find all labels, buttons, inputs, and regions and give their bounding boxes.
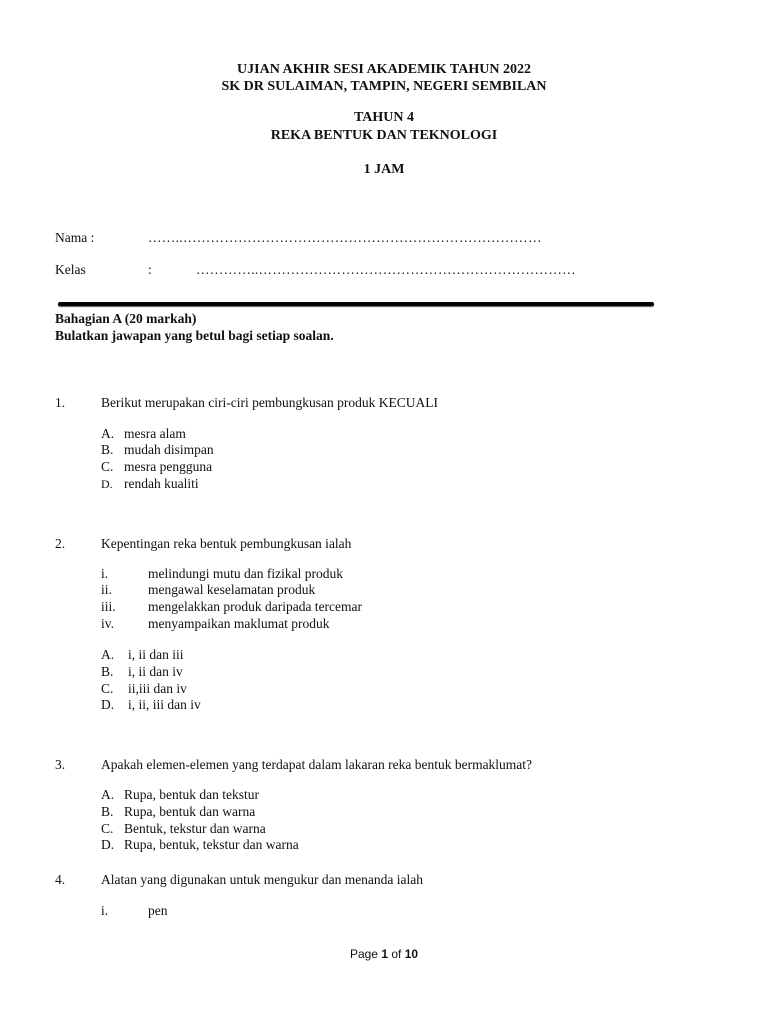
option-c[interactable]: Bentuk, tekstur dan warna bbox=[124, 821, 266, 836]
option-letter: B. bbox=[101, 664, 114, 679]
statement-item: mengelakkan produk daripada tercemar bbox=[148, 599, 363, 614]
option-d[interactable]: i, ii, iii dan iv bbox=[128, 697, 201, 712]
option-d[interactable]: Rupa, bentuk, tekstur dan warna bbox=[124, 837, 299, 852]
question-text: Berikut merupakan ciri-ciri pembungkusan produk KECUALI bbox=[101, 395, 439, 410]
option-letter: B. bbox=[101, 442, 114, 457]
section-title: Bahagian A (20 markah) bbox=[55, 311, 197, 326]
option-letter: A. bbox=[101, 426, 115, 441]
option-c[interactable]: ii,iii dan iv bbox=[128, 681, 187, 696]
question-text: Apakah elemen-elemen yang terdapat dalam lakaran reka bentuk bermaklumat? bbox=[101, 757, 533, 772]
page-total: 10 bbox=[404, 947, 419, 961]
option-d[interactable]: rendah kualiti bbox=[124, 476, 199, 491]
page-of: of bbox=[388, 947, 405, 961]
option-b[interactable]: mudah disimpan bbox=[124, 442, 214, 457]
question-text: Kepentingan reka bentuk pembungkusan ialah bbox=[101, 536, 352, 551]
page-footer bbox=[0, 947, 768, 961]
option-letter: A. bbox=[101, 647, 115, 662]
question-number: 4. bbox=[55, 872, 66, 887]
statement-item: menyampaikan maklumat produk bbox=[148, 616, 330, 631]
page-prefix: Page bbox=[349, 947, 382, 961]
option-c[interactable]: mesra pengguna bbox=[124, 459, 213, 474]
subject-title: REKA BENTUK DAN TEKNOLOGI bbox=[270, 128, 498, 143]
statement-item: mengawal keselamatan produk bbox=[148, 582, 316, 597]
section-instruction: Bulatkan jawapan yang betul bagi setiap soalan. bbox=[55, 328, 334, 343]
kelas-field[interactable]: …………..…………………………………………………………… bbox=[196, 262, 576, 277]
question-number: 1. bbox=[55, 395, 66, 410]
duration: 1 JAM bbox=[363, 162, 405, 177]
school-name: SK DR SULAIMAN, TAMPIN, NEGERI SEMBILAN bbox=[221, 79, 547, 94]
page-number: 1 bbox=[381, 947, 388, 961]
question-text: Alatan yang digunakan untuk mengukur dan menanda ialah bbox=[101, 872, 424, 887]
option-letter: B. bbox=[101, 804, 114, 819]
option-b[interactable]: Rupa, bentuk dan warna bbox=[124, 804, 256, 819]
roman-numeral: ii. bbox=[101, 582, 112, 597]
option-letter: A. bbox=[101, 787, 115, 802]
option-letter: D. bbox=[101, 837, 115, 852]
option-a[interactable]: Rupa, bentuk dan tekstur bbox=[124, 787, 259, 802]
option-letter: C. bbox=[101, 681, 114, 696]
option-b[interactable]: i, ii dan iv bbox=[128, 664, 183, 679]
nama-field[interactable]: ……..…………………………………………………………………… bbox=[148, 230, 542, 245]
exam-title: UJIAN AKHIR SESI AKADEMIK TAHUN 2022 bbox=[237, 62, 531, 77]
divider-rule bbox=[58, 302, 654, 306]
kelas-colon: : bbox=[148, 262, 152, 277]
roman-numeral: iv. bbox=[101, 616, 114, 631]
year-level: TAHUN 4 bbox=[353, 110, 415, 125]
question-number: 3. bbox=[55, 757, 66, 772]
nama-label: Nama : bbox=[55, 230, 95, 245]
option-a[interactable]: mesra alam bbox=[124, 426, 186, 441]
option-letter: D. bbox=[101, 697, 115, 712]
kelas-label: Kelas bbox=[55, 262, 86, 277]
roman-numeral: i. bbox=[101, 903, 109, 918]
option-letter: D. bbox=[101, 477, 113, 491]
question-number: 2. bbox=[55, 536, 66, 551]
roman-numeral: i. bbox=[101, 566, 109, 581]
option-a[interactable]: i, ii dan iii bbox=[128, 647, 184, 662]
option-letter: C. bbox=[101, 459, 114, 474]
roman-numeral: iii. bbox=[101, 599, 116, 614]
statement-item: melindungi mutu dan fizikal produk bbox=[148, 566, 343, 581]
statement-item: pen bbox=[148, 903, 168, 918]
option-letter: C. bbox=[101, 821, 114, 836]
